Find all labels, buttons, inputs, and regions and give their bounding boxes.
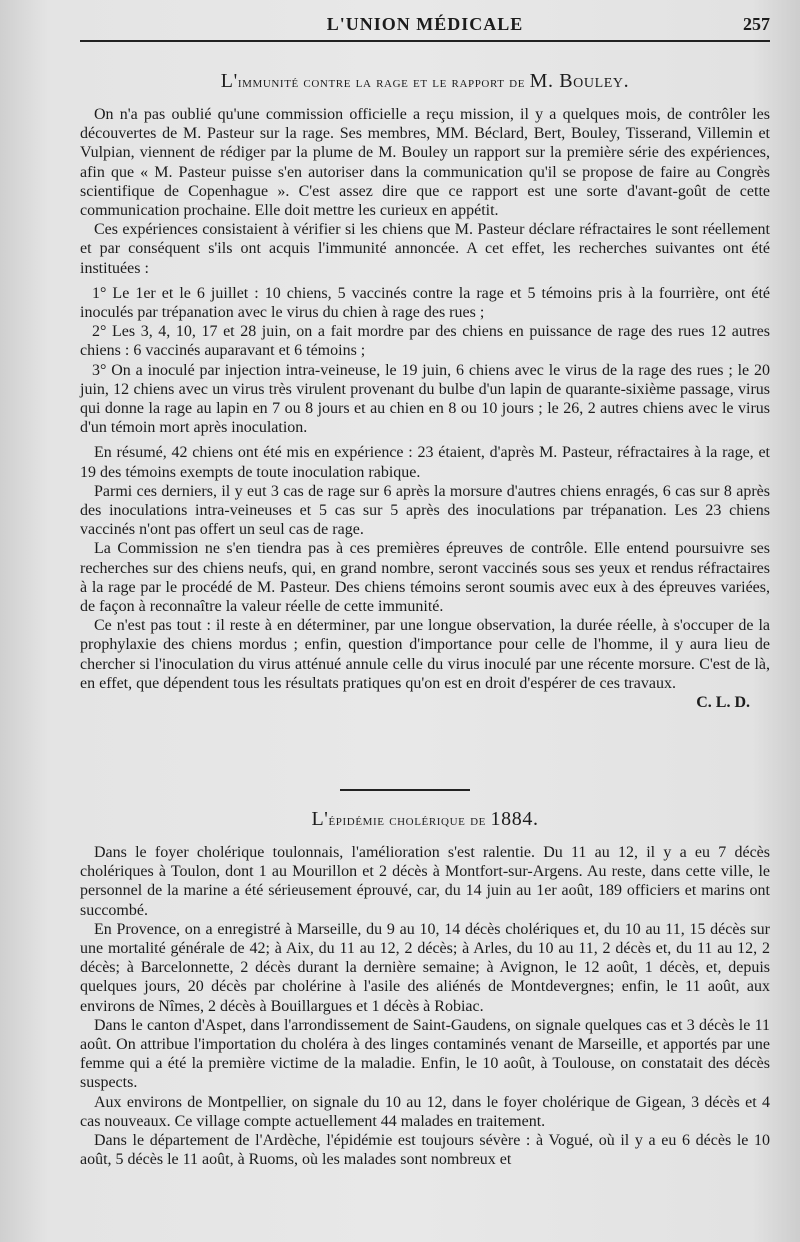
article-rage-title bbox=[80, 70, 770, 93]
section-divider bbox=[340, 789, 470, 791]
paragraph: En résumé, 42 chiens ont été mis en expérience : 23 étaient, d'après M. Pasteur, réfractaires à la rage, et 19 des témoins exempts de toute inoculation rabique. bbox=[80, 444, 770, 481]
title-prefix: L' bbox=[220, 70, 238, 92]
paragraph: Dans le foyer cholérique toulonnais, l'amélioration s'est ralentie. Du 11 au 12, il y a eu 7 décès cholériques à Toulon, dont 1 au Mourillon et 2 décès à Montfort-sur-Argens. Au reste, dans cette ville, le personnel de la marine a été sérieusement éprouvé, car, du 14 juin au 1er août, 189 officiers et marins ont succombé. bbox=[80, 844, 770, 919]
list-item: 3° On a inoculé par injection intra-veineuse, le 19 juin, 6 chiens avec le virus de la rage des rues ; le 20 juin, 12 chiens avec un virus très virulent provenant du bulbe d'un lapin de quarante-sixième passage, virus qui donne la rage au lapin en 7 ou 8 jours et au chien en 8 ou 10 jours ; le 26, 2 autres chiens avec le virus d'un témoin mort après inoculation. bbox=[80, 361, 770, 437]
paragraph: Ces expériences consistaient à vérifier si les chiens que M. Pasteur déclare réfractaires le sont réellement et par conséquent s'ils ont acquis l'immunité annoncée. A cet effet, les recherches suivantes ont été instituées : bbox=[80, 221, 770, 277]
article-cholera bbox=[80, 808, 770, 1169]
title-name: M. Bouley. bbox=[529, 70, 630, 92]
list-item: 2° Les 3, 4, 10, 17 et 28 juin, on a fait mordre par des chiens en puissance de rage des rues 12 autres chiens : 6 vaccinés auparavant et 6 témoins ; bbox=[80, 323, 770, 360]
paragraph: On n'a pas oublié qu'une commission officielle a reçu mission, il y a quelques mois, de contrôler les découvertes de M. Pasteur sur la rage. Ses membres, MM. Béclard, Bert, Bouley, Tisserand, Villemin et Vulpian, viennent de rédiger par la plume de M. Bouley un rapport sur la première série des expériences, afin que « M. Pasteur puisse s'en autoriser dans la communication qu'il se propose de faire au Congrès scientifique de Copenhague ». C'est assez dire que ce rapport est une sorte d'avant-goût de cette communication prochaine. Elle doit mettre les curieux en appétit. bbox=[80, 106, 770, 220]
journal-title: L'UNION MÉDICALE bbox=[326, 14, 524, 34]
title-body: immunité contre la rage et le rapport de bbox=[237, 74, 526, 91]
paragraph: Dans le canton d'Aspet, dans l'arrondissement de Saint-Gaudens, on signale quelques cas et 3 décès le 11 août. On attribue l'importation du choléra à des linges contaminés venant de Marseille, et apportés par une femme qui a été la première victime de la maladie. Enfin, le 10 août, à Toulouse, on constatait des décès suspects. bbox=[80, 1016, 770, 1092]
title-body: épidémie cholérique de bbox=[328, 812, 486, 829]
signature: C. L. D. bbox=[696, 694, 750, 712]
paragraph: Parmi ces derniers, il y eut 3 cas de rage sur 6 après la morsure d'autres chiens enragés, 6 cas sur 8 après des inoculations intra-veineuses et 5 cas sur 5 après des inoculations par trépanation. Les 23 chiens vaccinés n'ont pas offert un seul cas de rage. bbox=[80, 482, 770, 539]
paragraph: La Commission ne s'en tiendra pas à ces premières épreuves de contrôle. Elle entend poursuivre ses recherches sur des chiens neufs, qui, en grand nombre, seront vaccinés sous ses yeux et rendus réfractaires à la rage par le procédé de M. Pasteur. Des chiens témoins seront soumis avec eux à des épreuves variées, de façon à reconnaître la valeur réelle de cette immunité. bbox=[80, 540, 770, 616]
title-prefix: L' bbox=[311, 808, 329, 830]
list-item: 1° Le 1er et le 6 juillet : 10 chiens, 5 vaccinés contre la rage et 5 témoins pris à la fourrière, ont été inoculés par trépanation avec le virus du chien à rage des rues ; bbox=[80, 284, 770, 322]
page-number: 257 bbox=[743, 14, 770, 34]
article-rage bbox=[80, 70, 770, 712]
paragraph: Aux environs de Montpellier, on signale du 10 au 12, dans le foyer cholérique de Gigean, 3 décès et 4 cas nouveaux. Ce village compte actuellement 44 malades en traitement. bbox=[80, 1093, 770, 1130]
article-cholera-title bbox=[80, 808, 770, 831]
paragraph: En Provence, on a enregistré à Marseille, du 9 au 10, 14 décès cholériques et, du 10 au 11, 15 décès sur une mortalité générale de 42; à Aix, du 11 au 12, 2 décès; à Arles, du 10 au 11, 2 décès et, du 11 au 12, 2 décès; à Barcelonnette, 2 décès durant la dernière semaine; à Avignon, le 12 août, 1 décès, et, depuis quelques jours, 20 décès par cholérine à l'asile des aliénés de Montdevergnes; enfin, le 11 août, aux environs de Nîmes, 2 décès à Bouillargues et 1 décès à Robiac. bbox=[80, 920, 770, 1015]
running-head bbox=[80, 12, 770, 42]
paragraph: Ce n'est pas tout : il reste à en déterminer, par une longue observation, la durée réelle, à s'occuper de la prophylaxie des chiens mordus ; enfin, question d'importance pour celle de l'homme, il y aura lieu de chercher si l'inoculation du virus atténué annule celle du virus inoculé par une récente morsure. C'est de là, en effet, que dépendent tous les résultats pratiques qu'on est en droit d'espérer de ces travaux. bbox=[80, 617, 770, 692]
paragraph: Dans le département de l'Ardèche, l'épidémie est toujours sévère : à Vogué, où il y a eu 6 décès le 10 août, 5 décès le 11 août, à Ruoms, où les malades sont nombreux et bbox=[80, 1132, 770, 1169]
title-year: 1884. bbox=[490, 808, 539, 830]
experiment-list bbox=[80, 284, 770, 438]
